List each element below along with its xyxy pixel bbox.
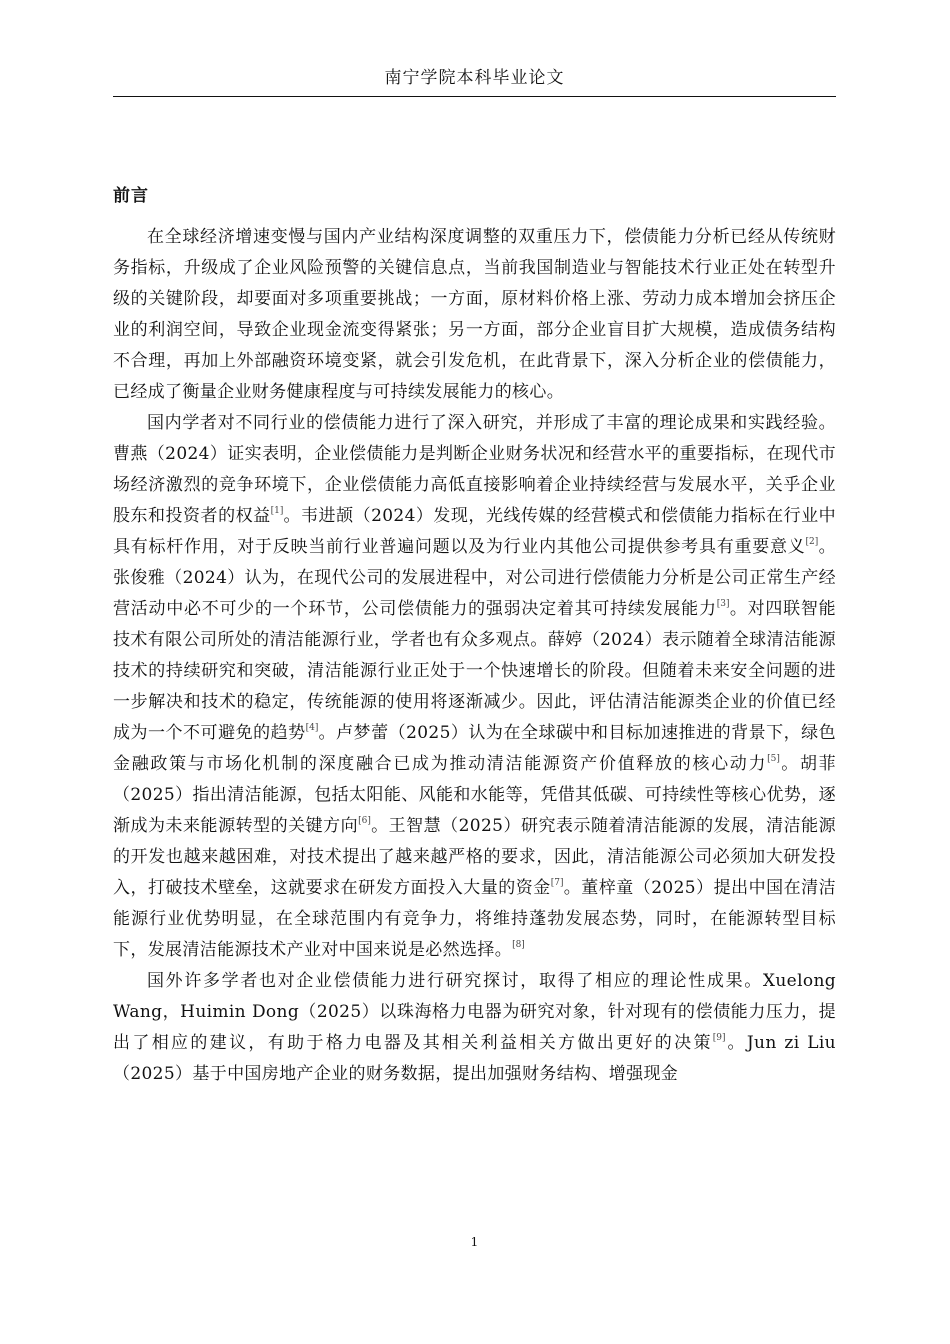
paragraph-2-segment: 。胡菲（2025）指出清洁能源，包括太阳能、风能和水能等，凭借其低碳、可持续性等核心优势，逐渐成为未来能源转型的关键方向: [113, 754, 836, 836]
paragraph-2-segment: 。卢梦蕾（2025）认为在全球碳中和目标加速推进的背景下，绿色金融政策与市场化机制的深度融合已成为推动清洁能源资产价值释放的核心动力: [113, 723, 836, 774]
page-number: 1: [470, 1235, 479, 1249]
paragraph-3-segment: 。Jun zi Liu（2025）基于中国房地产企业的财务数据，提出加强财务结构、增强现金: [113, 1033, 836, 1084]
citation-ref: [6]: [358, 816, 371, 826]
citation-ref: [7]: [550, 878, 564, 888]
paragraph-1: [113, 222, 836, 408]
body-text: [113, 222, 836, 1090]
page-header-title: 南宁学院本科毕业论文: [384, 68, 565, 88]
citation-ref: [2]: [805, 537, 819, 547]
paragraph-2-segment: 。对四联智能技术有限公司所处的清洁能源行业，学者也有众多观点。薛婷（2024）表示随着全球清洁能源技术的持续研究和突破，清洁能源行业正处于一个快速增长的阶段。但随着未来安全问题的进一步解决和技术的稳定，传统能源的使用将逐渐减少。因此，评估清洁能源类企业的价值已经成为一个不可避免的趋势: [113, 599, 836, 743]
paragraph-2-segment: 国内学者对不同行业的偿债能力进行了深入研究，并形成了丰富的理论成果和实践经验。曹燕（2024）证实表明，企业偿债能力是判断企业财务状况和经营水平的重要指标，在现代市场经济激烈的竞争环境下，企业偿债能力高低直接影响着企业持续经营与发展水平，关乎企业股东和投资者的权益: [113, 413, 836, 526]
paragraph-1-text: 在全球经济增速变慢与国内产业结构深度调整的双重压力下，偿债能力分析已经从传统财务指标，升级成了企业风险预警的关键信息点，当前我国制造业与智能技术行业正处在转型升级的关键阶段，却要面对多项重要挑战；一方面，原材料价格上涨、劳动力成本增加会挤压企业的利润空间，导致企业现金流变得紧张；另一方面，部分企业盲目扩大规模，造成债务结构不合理，再加上外部融资环境变紧，就会引发危机，在此背景下，深入分析企业的偿债能力，已经成了衡量企业财务健康程度与可持续发展能力的核心。: [113, 227, 836, 402]
paragraph-2-segment: 。王智慧（2025）研究表示随着清洁能源的发展，清洁能源的开发也越来越困难，对技术提出了越来越严格的要求，因此，清洁能源公司必须加大研发投入，打破技术壁垒，这就要求在研发方面投入大量的资金: [113, 816, 836, 898]
citation-ref: [4]: [305, 723, 319, 733]
citation-ref: [5]: [767, 754, 780, 764]
citation-ref: [1]: [270, 506, 284, 516]
header-rule: [113, 96, 836, 97]
paragraph-2-segment: 。韦进颉（2024）发现，光线传媒的经营模式和偿债能力指标在行业中具有标杆作用，对于反映当前行业普遍问题以及为行业内其他公司提供参考具有重要意义: [113, 506, 837, 557]
paragraph-2-segment: 。张俊雅（2024）认为，在现代公司的发展进程中，对公司进行偿债能力分析是公司正常生产经营活动中必不可少的一个环节，公司偿债能力的强弱决定着其可持续发展能力: [113, 537, 836, 619]
paragraph-2-segment: 。董梓童（2025）提出中国在清洁能源行业优势明显，在全球范围内有竞争力，将维持蓬勃发展态势，同时，在能源转型目标下，发展清洁能源技术产业对中国来说是必然选择。: [113, 878, 836, 960]
citation-ref: [9]: [712, 1033, 726, 1043]
citation-ref: [3]: [716, 599, 730, 609]
citation-ref: [8]: [512, 940, 525, 950]
paragraph-2: [113, 408, 836, 966]
section-title: 前言: [113, 186, 149, 206]
paragraph-3-segment: 国外许多学者也对企业偿债能力进行研究探讨，取得了相应的理论性成果。Xuelong Wang，Huimin Dong（2025）以珠海格力电器为研究对象，针对现有的偿债能力压力，提出了相应的建议，有助于格力电器及其相关利益相关方做出更好的决策: [113, 971, 836, 1053]
paragraph-3: [113, 966, 836, 1090]
